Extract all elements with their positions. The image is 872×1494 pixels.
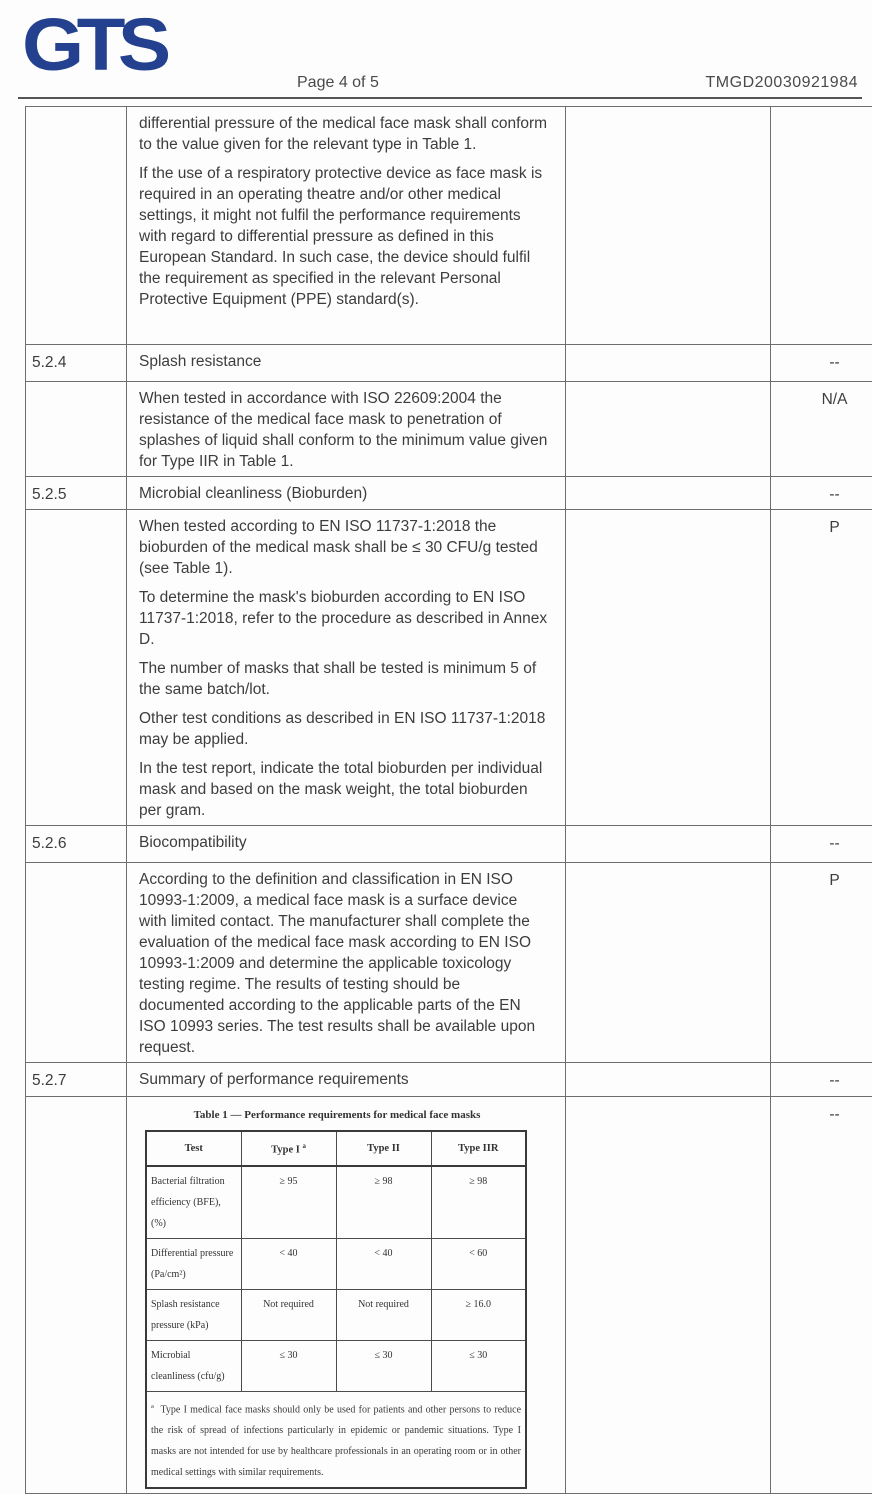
blank-cell [566,382,771,477]
table1-row-microbial-cleanliness [146,1340,526,1391]
blank-cell [566,477,771,510]
table-row [26,863,872,1063]
result-cell [771,107,872,345]
footnote-text: Type I medical face masks should only be used for patients and other persons to reduce the risk of spread of infections particularly in epidemic or pandemic situations. Type I masks are not intended for use by healthcare professionals in an operating room or in other medical settings with similar requirements. [151,1404,521,1478]
table1-test-label: Splash resistance pressure (kPa) [146,1289,241,1340]
result-cell: N/A [771,382,872,477]
requirement-paragraph: When tested according to EN ISO 11737-1:2018 the bioburden of the medical mask shall be ≤ 30 CFU/g tested (see Table 1). [139,516,549,579]
table1-value: ≥ 95 [241,1166,336,1239]
requirement-paragraph: When tested in accordance with ISO 22609:2004 the resistance of the medical face mask to penetration of splashes of liquid shall conform to the minimum value given for Type IIR in Table 1. [139,388,549,472]
blank-cell [566,863,771,1063]
table-row [26,510,872,826]
requirement-text-cell [127,382,566,477]
table1-value: ≥ 16.0 [431,1289,526,1340]
embedded-table-cell [127,1097,566,1494]
table-row [26,1097,872,1494]
requirement-text-cell [127,863,566,1063]
requirement-text-cell [127,345,566,382]
requirement-title: Biocompatibility [139,832,549,853]
table1-value: ≤ 30 [241,1340,336,1391]
table1-row-differential-pressure [146,1238,526,1289]
result-cell: -- [771,1063,872,1097]
result-cell: P [771,863,872,1063]
table1-row-splash-resistance [146,1289,526,1340]
table1-value: Not required [336,1289,431,1340]
clause-cell [26,382,127,477]
header-divider [18,97,862,99]
table1-value: ≤ 30 [431,1340,526,1391]
result-cell: -- [771,1097,872,1494]
table1-header-type1: Type I $^a$ [241,1131,336,1166]
table1-value: < 40 [241,1238,336,1289]
requirement-title: Splash resistance [139,351,549,372]
blank-cell [566,107,771,345]
blank-cell [566,826,771,863]
requirement-title: Summary of performance requirements [139,1069,549,1090]
footnote-marker: a [151,1403,154,1410]
table1-header-test: Test [146,1131,241,1166]
table1-test-label: Bacterial filtration efficiency (BFE), (%) [146,1166,241,1239]
clause-cell [26,1097,127,1494]
requirement-paragraph: If the use of a respiratory protective device as face mask is required in an operating theatre and/or other medical settings, it might not fulfil the performance requirements with regard to differential pressure as defined in this European Standard. In such case, the device should fulfil the requirement as specified in the relevant Personal Protective Equipment (PPE) standard(s). [139,163,549,310]
clause-cell [26,863,127,1063]
requirements-table [25,106,872,1494]
table1-header-type2: Type II [336,1131,431,1166]
result-cell: -- [771,477,872,510]
requirement-paragraph: To determine the mask's bioburden according to EN ISO 11737-1:2018, refer to the procedure as described in Annex D. [139,587,549,650]
requirement-paragraph: In the test report, indicate the total bioburden per individual mask and based on the mask weight, the total bioburden per gram. [139,758,549,821]
clause-cell: 5.2.7 [26,1063,127,1097]
page-header [0,0,872,99]
table1-value: < 60 [431,1238,526,1289]
clause-cell: 5.2.6 [26,826,127,863]
table1-value: ≤ 30 [336,1340,431,1391]
result-cell: P [771,510,872,826]
page-number-label: Page 4 of 5 [297,74,379,92]
requirement-title: Microbial cleanliness (Bioburden) [139,483,549,504]
table-row [26,477,872,510]
table1-test-label: Microbial cleanliness (cfu/g) [146,1340,241,1391]
requirement-text-cell [127,510,566,826]
requirement-text-cell [127,1063,566,1097]
requirement-text-cell [127,107,566,345]
requirement-paragraph: Other test conditions as described in EN ISO 11737-1:2018 may be applied. [139,708,549,750]
footnote-marker: a [302,1143,305,1150]
requirement-paragraph: The number of masks that shall be tested is minimum 5 of the same batch/lot. [139,658,549,700]
table1-value: ≥ 98 [336,1166,431,1239]
blank-cell [566,510,771,826]
requirement-paragraph: According to the definition and classification in EN ISO 10993-1:2009, a medical face mask is a surface device with limited contact. The manufacturer shall complete the evaluation of the medical face mask according to EN ISO 10993-1:2009 and determine the applicable toxicology testing regime. The results of testing should be documented according to the applicable parts of the EN ISO 10993 series. The test results shall be available upon request. [139,869,549,1058]
table1-container [145,1105,529,1489]
table-row [26,107,872,345]
requirement-text-cell [127,826,566,863]
requirement-text-cell [127,477,566,510]
table1-title: Table 1 — Performance requirements for medical face masks [145,1105,529,1126]
table1-header-row [146,1131,526,1166]
gts-logo: GTS [22,8,164,82]
clause-cell [26,107,127,345]
blank-cell [566,1063,771,1097]
table1 [145,1130,527,1489]
table1-header-typeIIR: Type IIR [431,1131,526,1166]
table1-value: < 40 [336,1238,431,1289]
table1-row-bfe [146,1166,526,1239]
table1-value: Not required [241,1289,336,1340]
table-row [26,1063,872,1097]
table-row [26,345,872,382]
result-cell: -- [771,345,872,382]
clause-cell: 5.2.4 [26,345,127,382]
table-row [26,382,872,477]
clause-cell: 5.2.5 [26,477,127,510]
result-cell: -- [771,826,872,863]
table-row [26,826,872,863]
blank-cell [566,345,771,382]
blank-cell [566,1097,771,1494]
document-number: TMGD20030921984 [706,74,858,92]
requirement-paragraph: differential pressure of the medical face mask shall conform to the value given for the relevant type in Table 1. [139,113,549,155]
table1-value: ≥ 98 [431,1166,526,1239]
table1-test-label: Differential pressure (Pa/cm²) [146,1238,241,1289]
clause-cell [26,510,127,826]
table1-footnote [146,1391,526,1488]
table1-footnote-row [146,1391,526,1488]
